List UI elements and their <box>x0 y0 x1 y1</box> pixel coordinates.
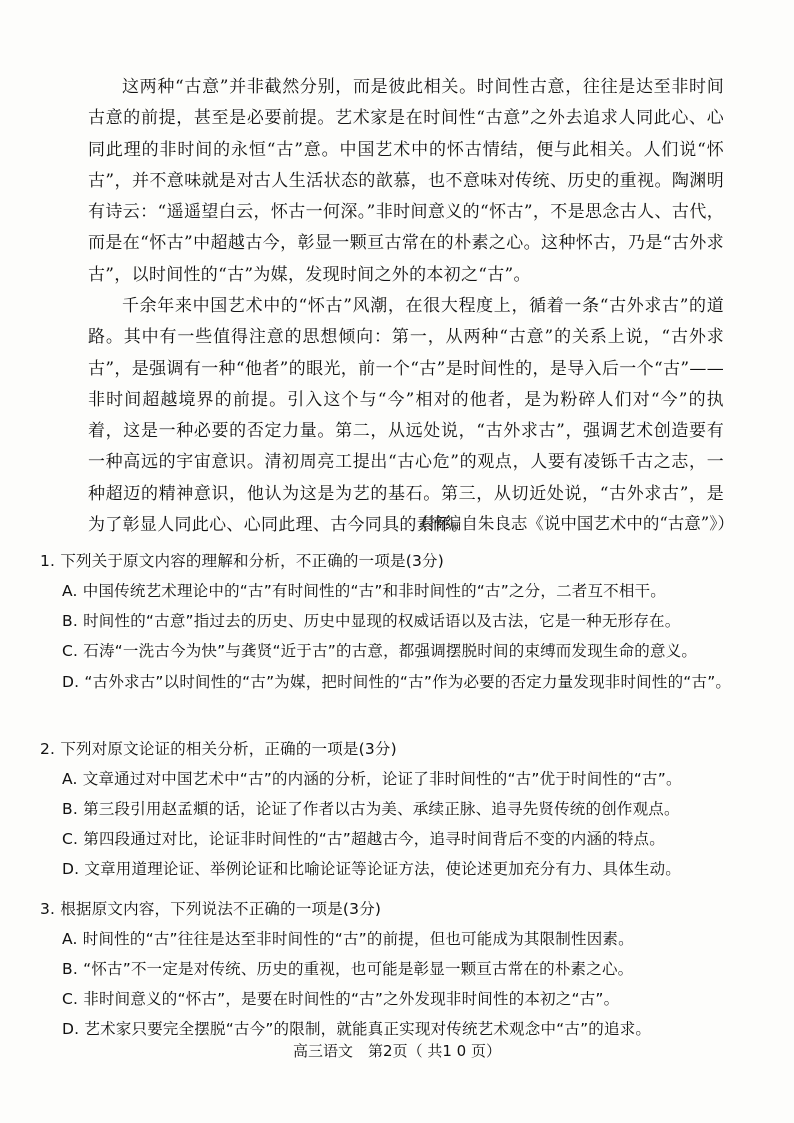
option-c: C. 石涛“一洗古今为快”与龚贤“近于古”的古意，都强调摆脱时间的束缚而发现生命的意义。 <box>62 642 698 660</box>
option-a: A. 文章通过对中国艺术中“古”的内涵的分析，论证了非时间性的“古”优于时间性的“古”。 <box>62 770 682 788</box>
option-c: C. 第四段通过对比，论证非时间性的“古”超越古今，追寻时间背后不变的内涵的特点。 <box>62 830 665 848</box>
option-a: A. 中国传统艺术理论中的“古”有时间性的“古”和非时间性的“古”之分，二者互不相干。 <box>62 582 666 600</box>
option-b: B. “怀古”不一定是对传统、历史的重视，也可能是彰显一颗亘古常在的朴素之心。 <box>62 960 634 978</box>
question-stem: 2. 下列对原文论证的相关分析，正确的一项是(3分) <box>40 740 397 758</box>
option-d: D. 文章用道理论证、举例论证和比喻论证等论证方法，使论述更加充分有力、具体生动。 <box>62 860 681 878</box>
question-1 <box>40 546 740 698</box>
question-stem: 1. 下列关于原文内容的理解和分析，不正确的一项是(3分) <box>40 552 444 570</box>
option-c: C. 非时间意义的“怀古”，是要在时间性的“古”之外发现非时间性的本初之“古”。 <box>62 990 620 1008</box>
option-a: A. 时间性的“古”往往是达至非时间性的“古”的前提，但也可能成为其限制性因素。 <box>62 930 634 948</box>
option-d: D. 艺术家只要完全摆脱“古今”的限制，就能真正实现对传统艺术观念中“古”的追求。 <box>62 1020 652 1038</box>
question-2 <box>40 734 740 884</box>
article-paragraph-2: 千余年来中国艺术中的“怀古”风潮，在很大程度上，循着一条“古外求古”的道路。其中有一些值得注意的思想倾向：第一，从两种“古意”的关系上说，“古外求古”，是强调有一种“他者”的眼光，前一个“古”是时间性的，是导入后一个“古”——非时间超越境界的前提。引入这个与“今”相对的他者，是为粉碎人们对“今”的执着，这是一种必要的否定力量。第二，从远处说，“古外求古”，强调艺术创造要有一种高远的宇宙意识。清初周亮工提出“古心危”的观点，人要有凌铄千古之志，一种超迈的精神意识，他认为这是为艺的基石。第三，从切近处说，“古外求古”，是为了彰显人同此心、心同此理、古今同具的素怀。 <box>88 296 724 536</box>
option-b: B. 第三段引用赵孟頫的话，论证了作者以古为美、承续正脉、追寻先贤传统的创作观点。 <box>62 800 680 818</box>
page-footer: 高三语文 第2页（ 共1 0 页） <box>293 1042 501 1060</box>
article-source: （摘编自朱良志《说中国艺术中的“古意”》） <box>411 514 734 533</box>
option-b: B. 时间性的“古意”指过去的历史、历史中显现的权威话语以及古法，它是一种无形存在。 <box>62 612 681 630</box>
question-3 <box>40 894 740 1044</box>
article-paragraph-1: 这两种“古意”并非截然分别，而是彼此相关。时间性古意，往往是达至非时间古意的前提，甚至是必要前提。艺术家是在时间性“古意”之外去追求人同此心、心同此理的非时间的永恒“古”意。中国艺术中的怀古情结，便与此相关。人们说“怀古”，并不意味就是对古人生活状态的歆慕，也不意味对传统、历史的重视。陶渊明有诗云：“遥遥望白云，怀古一何深。”非时间意义的“怀古”，不是思念古人、古代，而是在“怀古”中超越古今，彰显一颗亘古常在的朴素之心。这种怀古，乃是“古外求古”，以时间性的“古”为媒，发现时间之外的本初之“古”。 <box>88 77 724 285</box>
option-d: D. “古外求古”以时间性的“古”为媒，把时间性的“古”作为必要的否定力量发现非时间性的“古”。 <box>62 673 732 691</box>
question-stem: 3. 根据原文内容，下列说法不正确的一项是(3分) <box>40 900 382 918</box>
